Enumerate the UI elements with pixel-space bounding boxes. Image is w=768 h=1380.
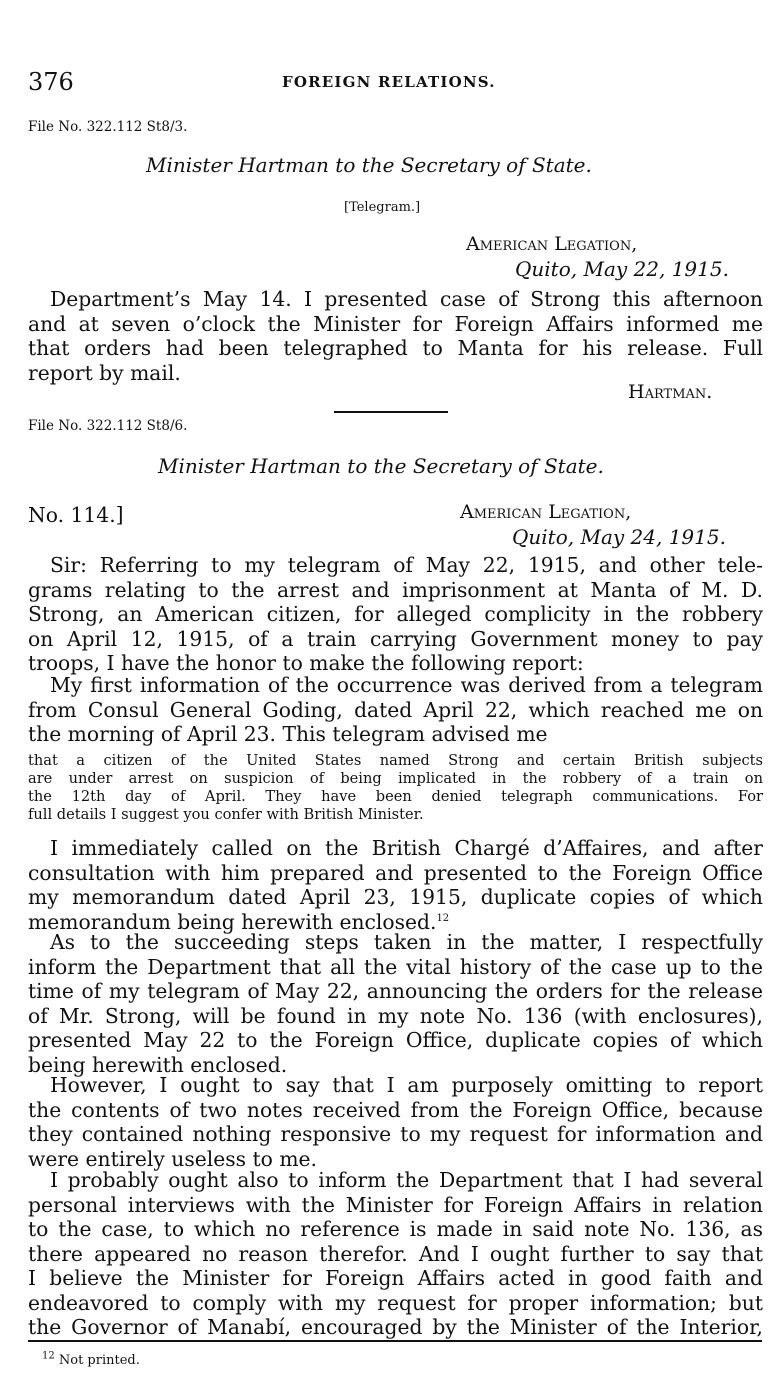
body-line: presented May 22 to the Foreign Office, duplicate copies of which (28, 1028, 763, 1052)
document-title-2: Minister Hartman to the Secretary of State. (158, 454, 604, 478)
footnote-divider (28, 1340, 762, 1342)
signature-1: Hartman. (628, 381, 713, 403)
footnote-text: Not printed. (58, 1353, 140, 1368)
body-line: endeavored to comply with my request for proper information; but (28, 1290, 763, 1315)
running-title: FOREIGN RELATIONS. (282, 73, 496, 91)
paragraph-1 (28, 553, 763, 676)
body-line: of Mr. Strong, will be found in my note No. 136 (with enclosures), (28, 1003, 763, 1028)
body-line: were entirely useless to me. (28, 1146, 318, 1171)
body-line: As to the succeeding steps taken in the matter, I respectfully (50, 930, 763, 954)
quote-line: full details I suggest you confer with British Minister. (28, 806, 424, 823)
body-line: from Consul General Goding, dated April 22, which reached me on (28, 697, 763, 722)
quote-line: are under arrest on suspicion of being implicated in the robbery of a train on (28, 770, 763, 787)
body-line: and at seven o’clock the Minister for Foreign Affairs informed me (28, 311, 763, 336)
body-line: grams relating to the arrest and imprisonment at Manta of M. D. (28, 577, 763, 602)
quoted-telegram (28, 752, 763, 824)
section-divider (334, 411, 448, 413)
body-line: the morning of April 23. This telegram advised me (28, 722, 548, 746)
body-line: on April 12, 1915, of a train carrying Government money to pay (28, 626, 763, 651)
despatch-number: No. 114.] (28, 503, 124, 527)
quote-line: that a citizen of the United States named Strong and certain British subjects (28, 752, 763, 769)
body-line: However, I ought to say that I am purposely omitting to report (50, 1073, 763, 1097)
body-line: time of my telegram of May 22, announcing the orders for the release (28, 979, 763, 1003)
body-line: inform the Department that all the vital history of the case up to the (28, 954, 763, 979)
body-line: the contents of two notes received from the Foreign Office, because (28, 1097, 763, 1122)
telegram-body (28, 287, 763, 385)
footnote-reference: 12 (436, 912, 450, 924)
page-number: 376 (28, 68, 74, 96)
quote-line: the 12th day of April. They have been denied telegraph communications. For (28, 788, 763, 805)
paragraph-6 (28, 1168, 763, 1340)
paragraph-3 (28, 836, 763, 934)
body-line: I probably ought also to inform the Department that I had several (50, 1168, 763, 1192)
body-line: Sir: Referring to my telegram of May 22, 1915, and other tele- (50, 553, 763, 577)
body-line: there appeared no reason therefor. And I ought further to say that (28, 1241, 763, 1266)
body-line: My first information of the occurrence was derived from a telegram (50, 673, 763, 697)
footnote (42, 1350, 140, 1368)
body-line: personal interviews with the Minister for Foreign Affairs in relation (28, 1192, 763, 1217)
body-line: Strong, an American citizen, for alleged complicity in the robbery (28, 602, 763, 626)
body-line: Department’s May 14. I presented case of Strong this afternoon (50, 287, 763, 311)
file-number-2: File No. 322.112 St8/6. (28, 418, 188, 434)
body-line: my memorandum dated April 23, 1915, duplicate copies of which (28, 885, 763, 909)
body-line: memorandum being herewith enclosed.$^{12}$ (28, 909, 450, 934)
body-line: I believe the Minister for Foreign Affairs acted in good faith and (28, 1266, 763, 1290)
body-line: report by mail. (28, 360, 181, 385)
place-date-2: Quito, May 24, 1915. (512, 525, 726, 549)
paragraph-2 (28, 673, 763, 747)
paragraph-5 (28, 1073, 763, 1171)
body-line: consultation with him prepared and presented to the Foreign Office (28, 860, 763, 885)
sender-organization-2: American Legation, (460, 501, 632, 523)
file-number-1: File No. 322.112 St8/3. (28, 119, 188, 135)
body-line: being herewith enclosed. (28, 1052, 288, 1077)
document-title-1: Minister Hartman to the Secretary of State. (146, 153, 592, 177)
document-type-label: [Telegram.] (344, 200, 421, 215)
body-line: I immediately called on the British Chargé d’Affaires, and after (50, 836, 763, 860)
body-line: they contained nothing responsive to my request for information and (28, 1122, 763, 1146)
place-date-1: Quito, May 22, 1915. (515, 257, 729, 281)
body-line: that orders had been telegraphed to Manta for his release. Full (28, 336, 763, 360)
footnote-marker: 12 (42, 1350, 55, 1362)
body-line: troops, I have the honor to make the following report: (28, 651, 584, 675)
sender-organization-1: American Legation, (466, 233, 638, 255)
body-line: the Governor of Manabí, encouraged by the Minister of the Interior, (28, 1315, 763, 1339)
body-line: to the case, to which no reference is made in said note No. 136, as (28, 1217, 763, 1241)
paragraph-4 (28, 930, 763, 1077)
